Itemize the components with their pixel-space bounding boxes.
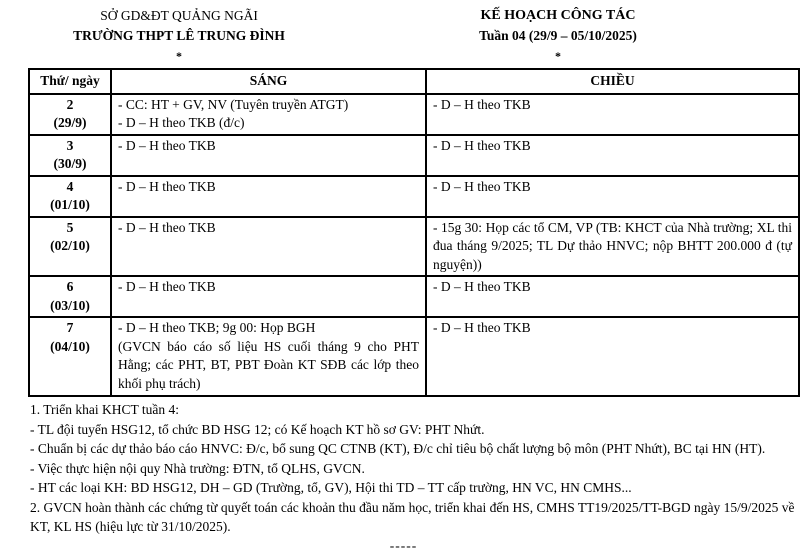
day-number: 5 — [66, 219, 74, 235]
morning-cell — [111, 135, 426, 176]
day-number: 4 — [66, 178, 74, 194]
afternoon-cell — [426, 217, 799, 277]
note-line: - TL đội tuyển HSG12, tổ chức BD HSG 12; có Kế hoạch KT hồ sơ GV: PHT Nhứt. — [30, 421, 485, 437]
schedule-text: - CC: HT + GV, NV (Tuyên truyền ATGT) — [118, 96, 349, 112]
day-cell — [29, 217, 111, 277]
department-name: SỞ GD&ĐT QUẢNG NGÃI — [100, 8, 258, 23]
note-line: 1. Triển khai KHCT tuần 4: — [30, 402, 180, 417]
note-line: - Chuẩn bị các dự thảo báo cáo HNVC: Đ/c, bổ sung QC CTNB (KT), Đ/c chỉ tiêu bộ chất lượng bộ môn (PHT Nhứt), BC tại HN (HT). — [30, 441, 766, 456]
school-name: TRƯỜNG THPT LÊ TRUNG ĐÌNH — [73, 28, 285, 43]
day-cell — [29, 317, 111, 396]
day-date: (03/10) — [50, 297, 90, 313]
day-cell — [29, 94, 111, 135]
schedule-text: - D – H theo TKB — [433, 178, 531, 194]
morning-cell — [111, 176, 426, 217]
schedule-text: - D – H theo TKB (đ/c) — [118, 115, 245, 130]
table-row-thursday — [29, 217, 799, 277]
table-row-monday — [29, 94, 799, 135]
day-date: (02/10) — [50, 238, 90, 253]
table-row-saturday — [29, 317, 799, 396]
schedule-text: - D – H theo TKB — [433, 279, 531, 294]
plan-title: KẾ HOẠCH CÔNG TÁC — [480, 8, 636, 23]
plan-week: Tuần 04 (29/9 – 05/10/2025) — [479, 28, 637, 43]
note-line: - Việc thực hiện nội quy Nhà trường: ĐTN, tổ QLHS, GVCN. — [30, 460, 365, 476]
schedule-text: - D – H theo TKB — [433, 96, 531, 112]
end-divider: ----- — [389, 537, 418, 553]
morning-cell — [111, 317, 426, 396]
note-line: 2. GVCN hoàn thành các chứng từ quyết toán các khoản thu đầu năm học, triển khai đến HS, CMHS TT19/2025/TT-BGD ngày 15/9/2025 về KT, KL HS (hiệu lực từ 31/10/2025). — [30, 499, 795, 534]
afternoon-cell — [426, 135, 799, 176]
day-cell — [29, 176, 111, 217]
day-cell — [29, 135, 111, 176]
schedule-text: - 15g 30: Họp các tổ CM, VP (TB: KHCT của Nhà trường; XL thi đua tháng 9/2025; TL Dự thảo HNVC; nộp BHTT 200.000 đ (tự nguyện)) — [433, 219, 792, 272]
notes-section — [30, 400, 800, 537]
column-header-morning: SÁNG — [111, 69, 426, 94]
schedule-text: - D – H theo TKB — [433, 320, 531, 335]
right-star-separator: * — [555, 49, 561, 63]
morning-cell — [111, 94, 426, 135]
day-number: 3 — [66, 137, 74, 153]
day-number: 7 — [66, 320, 74, 335]
schedule-text: - D – H theo TKB — [118, 279, 216, 294]
afternoon-cell — [426, 176, 799, 217]
note-line: - HT các loại KH: BD HSG12, DH – GD (Trường, tổ, GV), Hội thi TD – TT cấp trường, HN VC, HN CMHS... — [30, 480, 632, 495]
morning-cell — [111, 217, 426, 277]
schedule-text: - D – H theo TKB — [118, 178, 216, 194]
day-date: (01/10) — [50, 197, 90, 212]
schedule-text: - D – H theo TKB — [118, 219, 216, 235]
afternoon-cell — [426, 276, 799, 317]
column-header-afternoon: CHIỀU — [426, 69, 799, 94]
schedule-text: - D – H theo TKB — [433, 137, 531, 153]
table-header-row — [29, 69, 799, 94]
table-row-friday — [29, 276, 799, 317]
weekly-schedule-table — [28, 68, 800, 397]
day-date: (29/9) — [53, 115, 87, 130]
document-header — [0, 0, 807, 64]
table-row-wednesday — [29, 176, 799, 217]
left-star-separator: * — [176, 49, 182, 63]
day-cell — [29, 276, 111, 317]
plan-title-block — [358, 6, 758, 64]
day-number: 6 — [66, 279, 74, 294]
day-number: 2 — [66, 96, 74, 112]
schedule-text: - D – H theo TKB; 9g 00: Họp BGH — [118, 320, 316, 335]
issuing-authority-block — [0, 6, 358, 64]
column-header-day: Thứ/ ngày — [29, 69, 111, 94]
schedule-text: (GVCN báo cáo số liệu HS cuối tháng 9 cho PHT Hằng; các PHT, BT, PBT Đoàn KT SĐB các lớp theo khối phụ trách) — [118, 338, 419, 391]
table-row-tuesday — [29, 135, 799, 176]
afternoon-cell — [426, 94, 799, 135]
morning-cell — [111, 276, 426, 317]
afternoon-cell — [426, 317, 799, 396]
schedule-text: - D – H theo TKB — [118, 137, 216, 153]
day-date: (30/9) — [53, 156, 87, 171]
day-date: (04/10) — [50, 338, 90, 354]
